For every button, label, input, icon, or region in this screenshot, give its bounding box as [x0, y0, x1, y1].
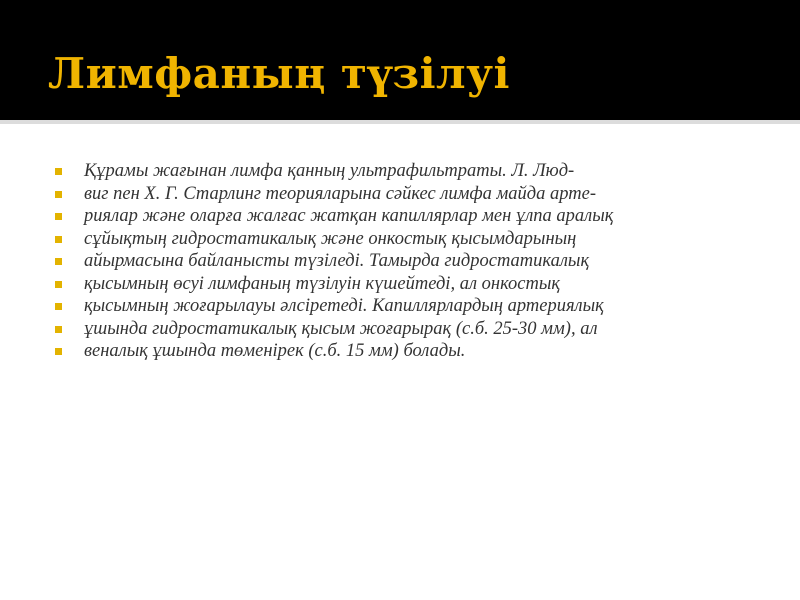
square-bullet-icon [55, 281, 62, 288]
body-line [52, 183, 762, 206]
body-line [52, 205, 762, 228]
slide-header [0, 0, 800, 124]
body-line [52, 340, 762, 363]
square-bullet-icon [55, 348, 62, 355]
body-line-text: сұйықтың гидростатикалық және онкостық қысымдарының [84, 228, 577, 249]
body-line [52, 160, 762, 183]
body-line-text: айырмасына байланысты түзіледі. Тамырда гидростатикалық [84, 251, 590, 271]
square-bullet-icon [55, 168, 62, 175]
body-line-text: қысымның жоғарылауы әлсіретеді. Капиллярлардың артериялық [84, 296, 604, 316]
square-bullet-icon [55, 236, 62, 243]
body-text [52, 160, 762, 363]
square-bullet-icon [55, 258, 62, 265]
body-line-text: қысымның өсуі лимфаның түзілуін күшейтеді, ал онкостық [84, 273, 561, 294]
square-bullet-icon [55, 326, 62, 333]
body-line [52, 295, 762, 318]
body-line-text: веналық ұшында төменірек (с.б. 15 мм) болады. [84, 341, 466, 361]
body-line-text: риялар және оларға жалғас жатқан капиллярлар мен ұлпа аралық [84, 206, 614, 226]
body-line [52, 228, 762, 251]
slide-title: Лимфаның түзілуі [48, 49, 511, 98]
body-line [52, 250, 762, 273]
square-bullet-icon [55, 191, 62, 198]
body-line-text: Құрамы жағынан лимфа қанның ультрафильтраты. Л. Люд- [84, 161, 575, 181]
body-line-text: ұшында гидростатикалық қысым жоғарырақ (с.б. 25-30 мм), ал [84, 318, 598, 339]
body-line [52, 273, 762, 296]
square-bullet-icon [55, 213, 62, 220]
body-line-text: виг пен Х. Г. Старлинг теорияларына сәйкес лимфа майда арте- [84, 183, 597, 204]
body-line [52, 318, 762, 341]
square-bullet-icon [55, 303, 62, 310]
